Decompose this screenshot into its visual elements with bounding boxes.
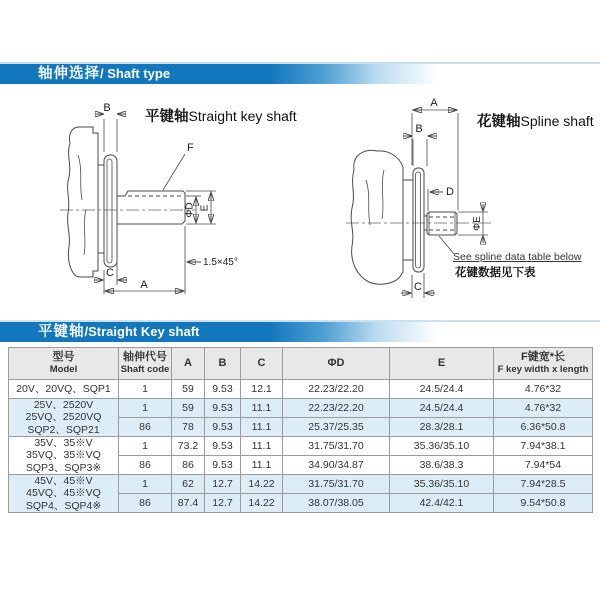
table-cell: 31.75/31.70	[283, 437, 390, 456]
dim-label-phi-d: ΦD	[184, 202, 196, 218]
table-cell: 1	[119, 437, 172, 456]
pump-body	[68, 127, 98, 277]
table-cell: 35.36/35.10	[390, 475, 494, 494]
table-cell: 12.7	[205, 475, 241, 494]
section-title-en: / Shaft type	[100, 66, 171, 81]
table-cell: 9.53	[205, 418, 241, 437]
table-cell: 42.4/42.1	[390, 494, 494, 513]
col-header-shaft-code: 轴伸代号 Shaft code	[119, 348, 172, 380]
table-cell: 78	[172, 418, 205, 437]
table-cell: 86	[119, 418, 172, 437]
dim-label-b2: B	[415, 123, 423, 135]
dim-label-a2: A	[430, 97, 438, 109]
table-cell: 28.3/28.1	[390, 418, 494, 437]
table-cell: 34.90/34.87	[283, 456, 390, 475]
table-row	[9, 475, 593, 494]
table-cell: 7.94*38.1	[494, 437, 593, 456]
dim-label-phi-e: ΦE	[472, 216, 483, 231]
table-cell: 86	[119, 456, 172, 475]
table-cell: 24.5/24.4	[390, 380, 494, 399]
table-cell: 1	[119, 399, 172, 418]
table-row	[9, 399, 593, 418]
table-cell: 62	[172, 475, 205, 494]
col-header-phi-d: ΦD	[283, 348, 390, 380]
col-header-e: E	[390, 348, 494, 380]
table-row	[9, 437, 593, 456]
dim-label-b: B	[103, 102, 111, 114]
table-cell: 86	[172, 456, 205, 475]
mounting-flange	[104, 155, 117, 267]
table-cell: 4.76*32	[494, 380, 593, 399]
table-cell: 9.53	[205, 437, 241, 456]
model-cell: 20V、20VQ、SQP1	[9, 380, 119, 399]
col-header-c: C	[241, 348, 283, 380]
left-diagram-title-zh: 平键轴	[145, 109, 189, 125]
table-cell: 9.53	[205, 380, 241, 399]
table-cell: 59	[172, 380, 205, 399]
table-cell: 22.23/22.20	[283, 399, 390, 418]
right-diagram-title-en: Spline shaft	[520, 113, 594, 129]
table-cell: 24.5/24.4	[390, 399, 494, 418]
table-cell: 9.54*50.8	[494, 494, 593, 513]
section2-title-zh: 平键轴	[38, 324, 85, 340]
table-cell: 73.2	[172, 437, 205, 456]
section-header-straight-key	[0, 320, 600, 342]
table-cell: 1	[119, 475, 172, 494]
table-cell: 11.1	[241, 456, 283, 475]
section-header-shaft-type	[0, 62, 600, 84]
model-cell: 25V、2520V 25VQ、2520VQ SQP2、SQP21	[9, 399, 119, 437]
col-header-f-key: F键宽*长 F key width x length	[494, 348, 593, 380]
table-cell: 1	[119, 380, 172, 399]
right-diagram-title-zh: 花键轴	[477, 114, 521, 130]
dim-label-c2: C	[414, 281, 422, 293]
table-cell: 12.1	[241, 380, 283, 399]
table-cell: 9.53	[205, 399, 241, 418]
dim-label-e: E	[199, 204, 211, 212]
table-cell: 4.76*32	[494, 399, 593, 418]
section2-title-en: /Straight Key shaft	[84, 324, 200, 339]
table-cell: 6.36*50.8	[494, 418, 593, 437]
col-header-model: 型号 Model	[9, 348, 119, 380]
model-cell: 35V、35※V 35VQ、35※VQ SQP3、SQP3※	[9, 437, 119, 475]
table-cell: 25.37/25.35	[283, 418, 390, 437]
dim-label-c: C	[106, 267, 114, 279]
table-cell: 38.07/38.05	[283, 494, 390, 513]
dim-label-f: F	[187, 142, 194, 154]
table-cell: 11.1	[241, 437, 283, 456]
chamfer-note: 1.5×45°	[203, 257, 238, 268]
table-row	[9, 380, 593, 399]
table-cell: 11.1	[241, 399, 283, 418]
section-title-zh: 轴伸选择	[38, 66, 100, 82]
table-cell: 59	[172, 399, 205, 418]
table-cell: 7.94*28.5	[494, 475, 593, 494]
table-cell: 9.53	[205, 456, 241, 475]
spline-note-zh: 花键数据见下表	[455, 267, 536, 279]
table-cell: 35.36/35.10	[390, 437, 494, 456]
spline-section	[427, 212, 457, 235]
table-cell: 11.1	[241, 418, 283, 437]
shaft-spec-table	[8, 347, 593, 513]
model-cell: 45V、45※V 45VQ、45※VQ SQP4、SQP4※	[9, 475, 119, 513]
table-cell: 86	[119, 494, 172, 513]
table-cell: 22.23/22.20	[283, 380, 390, 399]
table-cell: 87.4	[172, 494, 205, 513]
table-cell: 31.75/31.70	[283, 475, 390, 494]
col-header-b: B	[205, 348, 241, 380]
straight-key-shaft-diagram	[55, 95, 305, 307]
spline-note-en: See spline data table below	[453, 251, 582, 263]
table-cell: 14.22	[241, 475, 283, 494]
table-cell: 7.94*54	[494, 456, 593, 475]
table-header-row	[9, 348, 593, 380]
left-diagram-title-en: Straight key shaft	[188, 108, 297, 124]
dim-label-a: A	[140, 279, 148, 291]
table-cell: 38.6/38.3	[390, 456, 494, 475]
table-cell: 14.22	[241, 494, 283, 513]
dim-label-d2: D	[446, 186, 454, 198]
col-header-a: A	[172, 348, 205, 380]
pump-body-2	[351, 150, 403, 284]
table-cell: 12.7	[205, 494, 241, 513]
mounting-flange-2	[413, 168, 424, 272]
